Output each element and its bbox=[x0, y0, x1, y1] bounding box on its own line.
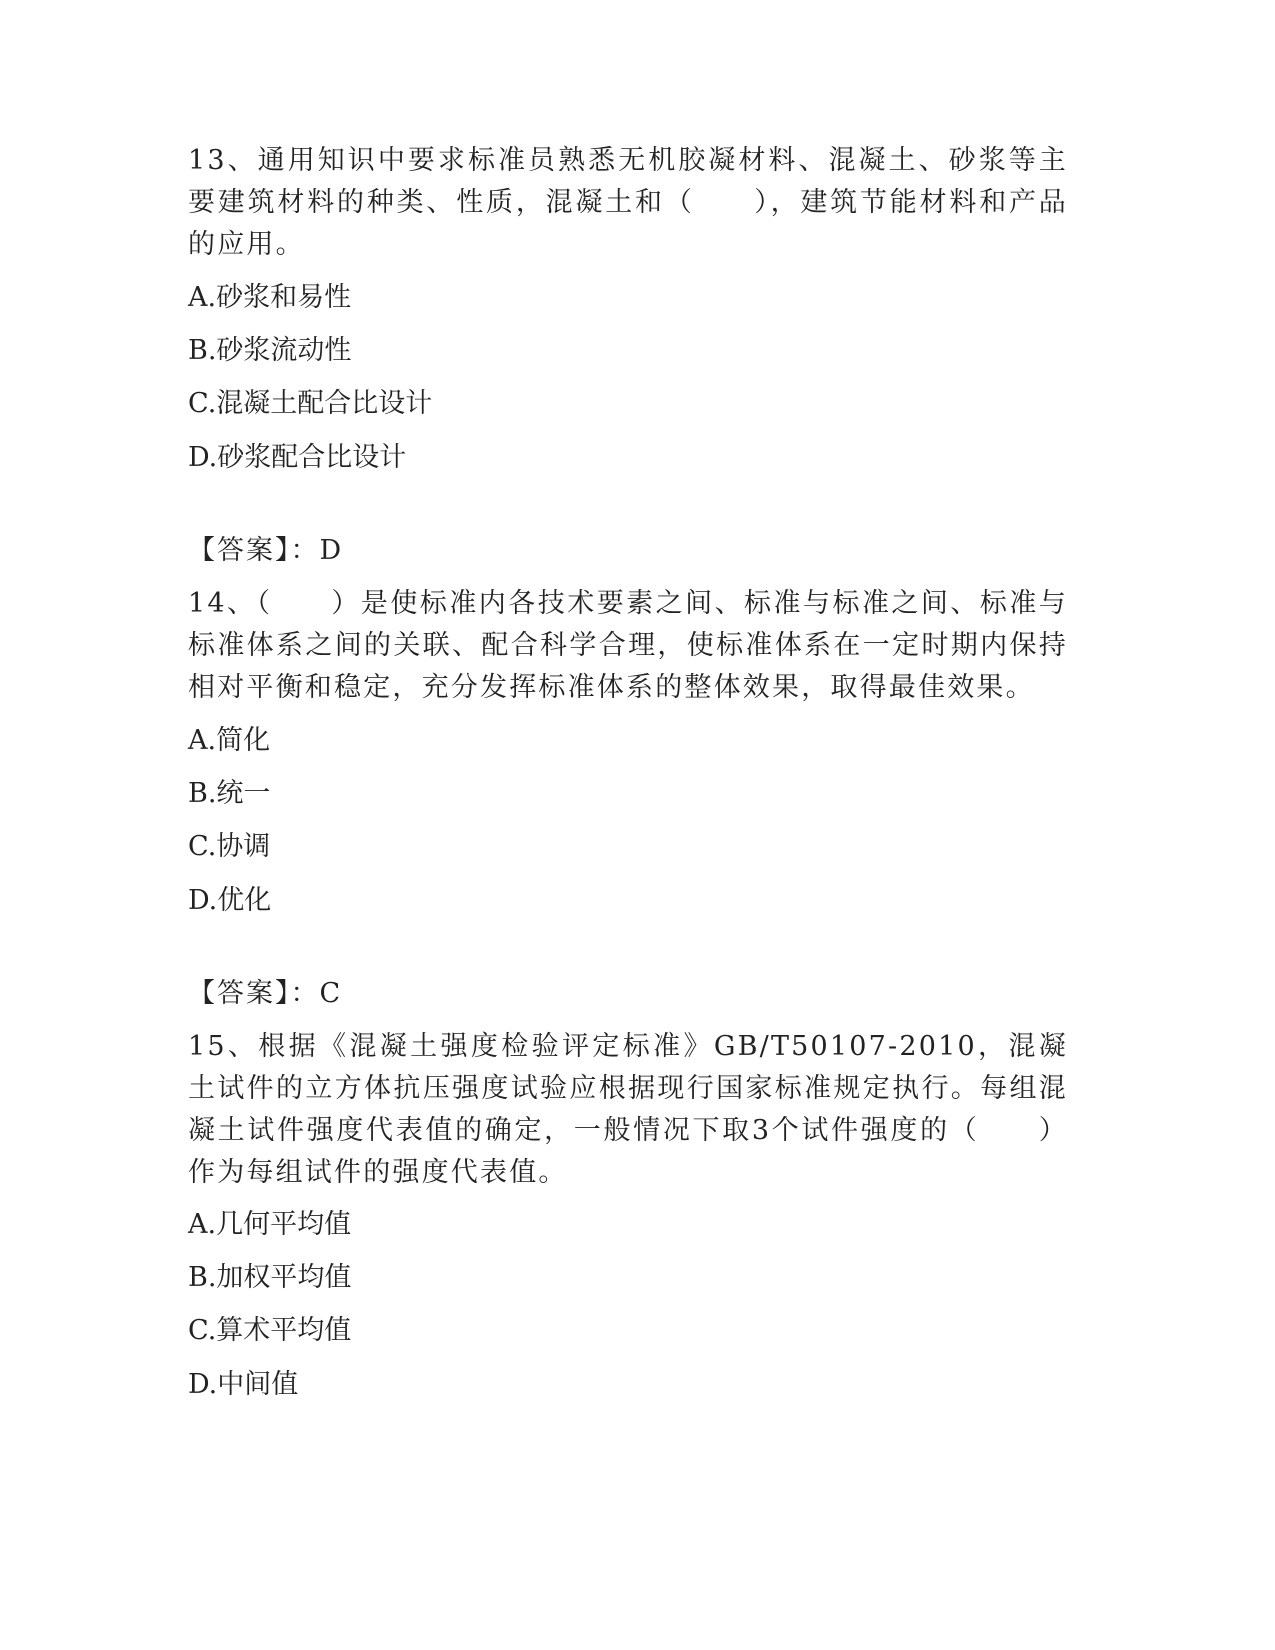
question-14-option-c: C.协调 bbox=[188, 831, 271, 862]
question-14-text: 14、（ ）是使标准内各技术要素之间、标准与标准之间、标准与标准体系之间的关联、配合科学合理，使标准体系在一定时期内保持相对平衡和稳定，充分发挥标准体系的整体效果，取得最佳效果。 bbox=[188, 588, 1068, 703]
answer-value: D bbox=[319, 535, 342, 566]
question-14-option-a: A.简化 bbox=[188, 725, 271, 756]
answer-value: C bbox=[319, 978, 341, 1009]
question-15-option-d: D.中间值 bbox=[188, 1369, 299, 1400]
question-15-option-a: A.几何平均值 bbox=[188, 1209, 352, 1240]
question-13-option-c: C.混凝土配合比设计 bbox=[188, 388, 433, 419]
question-15-option-b: B.加权平均值 bbox=[188, 1262, 352, 1293]
answer-label: 【答案】： bbox=[188, 978, 320, 1009]
question-14-option-d: D.优化 bbox=[188, 885, 272, 916]
question-13-option-a: A.砂浆和易性 bbox=[188, 282, 352, 313]
question-14-answer bbox=[188, 973, 340, 1015]
question-13-text: 13、通用知识中要求标准员熟悉无机胶凝材料、混凝土、砂浆等主要建筑材料的种类、性质，混凝土和（ ），建筑节能材料和产品的应用。 bbox=[188, 145, 1068, 260]
question-13-option-d: D.砂浆配合比设计 bbox=[188, 442, 407, 473]
question-15-text: 15、根据《混凝土强度检验评定标准》GB/T50107-2010，混凝土试件的立方体抗压强度试验应根据现行国家标准规定执行。每组混凝土试件强度代表值的确定，一般情况下取3个试件强度的（ ）作为每组试件的强度代表值。 bbox=[188, 1031, 1068, 1188]
question-13-option-b: B.砂浆流动性 bbox=[188, 335, 352, 366]
question-13-answer bbox=[188, 530, 341, 572]
question-15-option-c: C.算术平均值 bbox=[188, 1315, 352, 1346]
question-14-option-b: B.统一 bbox=[188, 778, 271, 809]
answer-label: 【答案】： bbox=[188, 535, 320, 566]
